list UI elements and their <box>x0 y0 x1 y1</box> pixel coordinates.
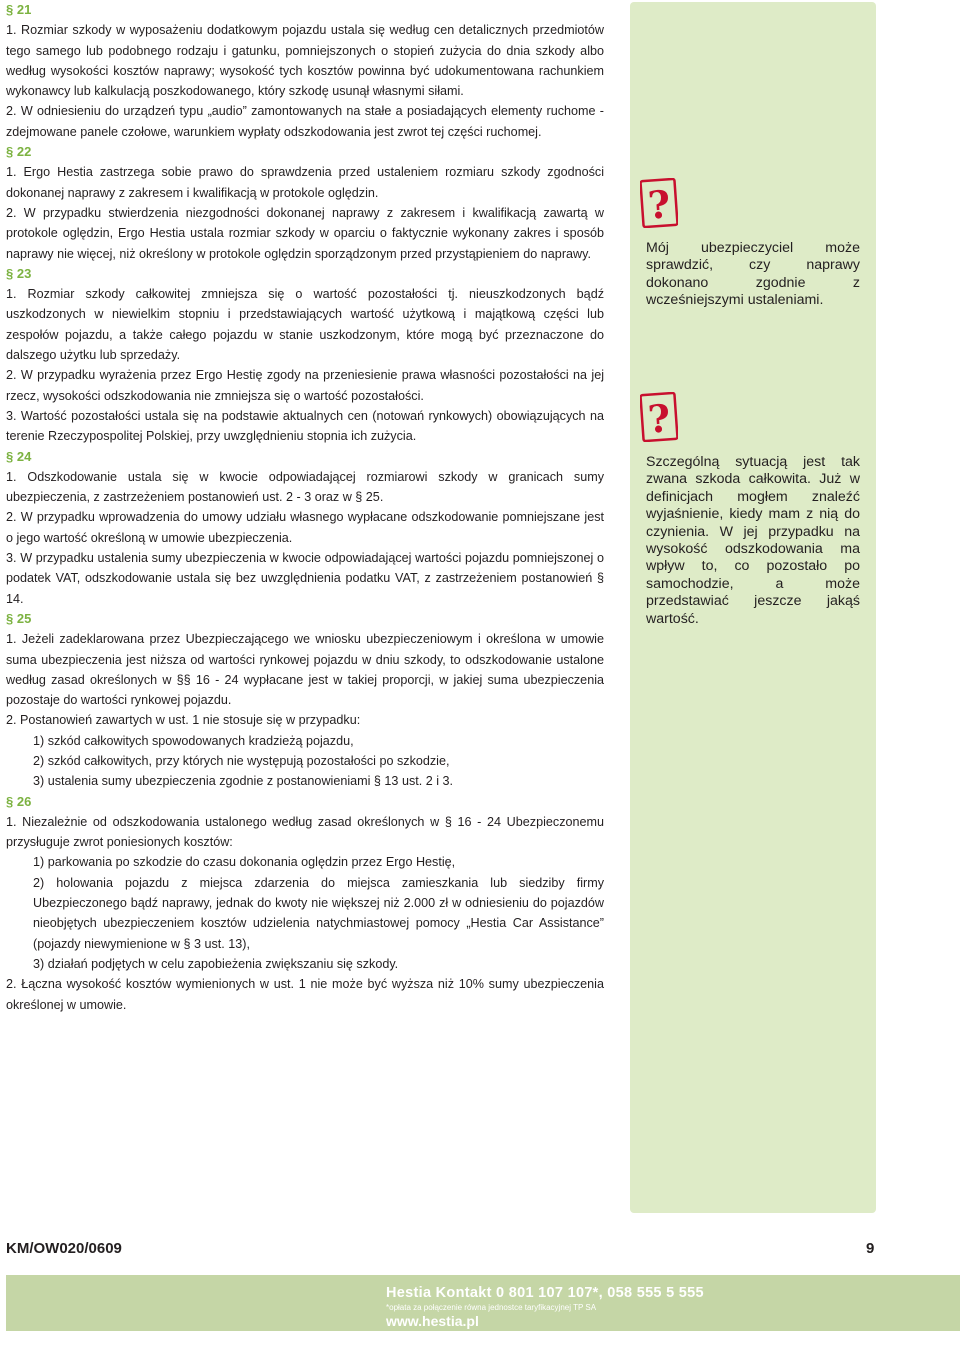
paragraph: 2. W przypadku stwierdzenia niezgodności dokonanej naprawy z zakresem i kwalifikacją zawartą w protokole oględzin, Ergo Hestia ustala rozmiar szkody w oparciu o faktycznie wykonany zakres i sposób naprawy nie więcej, niż określony w protokole oględzin sporządzonym przed przystąpieniem do naprawy. <box>6 205 604 261</box>
list-item: 2) szkód całkowitych, przy których nie występują pozostałości po szkodzie, <box>33 753 450 768</box>
list-item: 1) parkowania po szkodzie do czasu dokonania oględzin przez Ergo Hestię, <box>33 855 456 870</box>
paragraph: 1. Ergo Hestia zastrzega sobie prawo do sprawdzenia przed ustaleniem rozmiaru szkody zgodności dokonanej naprawy z zakresem i kwalifikacją w protokole oględzin. <box>6 165 604 200</box>
list-item: 1) szkód całkowitych spowodowanych kradzieżą pojazdu, <box>33 733 354 748</box>
paragraph: 3. Wartość pozostałości ustala się na podstawie aktualnych cen (notowań rynkowych) obowiązujących na terenie Rzeczypospolitej Polskiej, przy uwzględnieniu stopnia ich zużycia. <box>6 408 604 444</box>
sidebar-note-total-loss: Szczególną sytuacją jest tak zwana szkoda całkowita. Już w definicjach mogłem znaleźć wyjaśnienie, kiedy mam z nią do czynienia. W jej przypadku na wysokość odszkodowania ma wpływ to, co pozostało po samochodzie, a może przedstawiać jeszcze jakąś wartość. <box>646 454 860 627</box>
paragraph: 1. Jeżeli zadeklarowana przez Ubezpieczającego we wniosku ubezpieczeniowym i określona w umowie suma ubezpieczenia jest niższa od wartości rynkowej pojazdu w dniu szkody, to odszkodowanie ustalone według zasad określonych w §§ 16 - 24 wypłacane jest w takiej proporcji, w jakiej suma ubezpieczenia pozostaje do wartości rynkowej pojazdu. <box>6 632 604 708</box>
paragraph: 1. Rozmiar szkody w wyposażeniu dodatkowym pojazdu ustala się według cen detalicznych przedmiotów tego samego lub podobnego rodzaju i gatunku, pomniejszonych o stopień zużycia do dnia szkody albo według wysokości kosztów naprawy; wysokość tych kosztów powinna być udokumentowana rachunkiem wykonawcy lub kalkulacją poszkodowanego, który szkodę usunął własnymi siłami. <box>6 23 604 99</box>
section-heading: § 26 <box>6 793 32 809</box>
section-heading: § 23 <box>6 265 32 281</box>
paragraph: 2. W odniesieniu do urządzeń typu „audio” zamontowanych na stałe a posiadających elementy ruchome - zdejmowane panele czołowe, warunkiem wypłaty odszkodowania jest zwrot tej części ruchomej. <box>6 104 604 139</box>
section-heading: § 21 <box>6 2 32 17</box>
section-heading: § 24 <box>6 448 32 464</box>
question-mark-icon <box>640 392 678 442</box>
website-link[interactable]: www.hestia.pl <box>386 1313 479 1329</box>
section-heading: § 25 <box>6 610 32 626</box>
paragraph: 3. W przypadku ustalenia sumy ubezpieczenia w kwocie odpowiadającej wartości pojazdu pomniejszonej o podatek VAT, odszkodowanie ustala się bez uwzględnienia podatku VAT, z zastrzeżeniem postanowień § 14. <box>6 551 604 606</box>
question-mark-icon <box>640 178 678 228</box>
sidebar-note-repair-check: Mój ubezpieczyciel może sprawdzić, czy naprawy dokonano zgodnie z wcześniejszymi ustaleniami. <box>646 240 860 309</box>
svg-text:?: ? <box>646 181 672 228</box>
page-number: 9 <box>866 1240 875 1257</box>
section-heading: § 22 <box>6 144 32 160</box>
list-item: 3) ustalenia sumy ubezpieczenia zgodnie z postanowieniami § 13 ust. 2 i 3. <box>33 774 454 789</box>
paragraph: 2. Łączna wysokość kosztów wymienionych w ust. 1 nie może być wyższa niż 10% sumy ubezpieczenia określonej w umowie. <box>6 977 604 1012</box>
paragraph: 1. Rozmiar szkody całkowitej zmniejsza się o wartość pozostałości tj. nieuszkodzonych bądź uszkodzonych w niewielkim stopniu i przedstawiających wartość użytkową i majątkową części lub zespołów pojazdu, a także całego pojazdu w stanie uszkodzonym, które mogą być przeznaczone do dalszego użytku lub sprzedaży. <box>6 287 604 363</box>
document-code: KM/OW020/0609 <box>6 1240 122 1257</box>
main-content <box>6 0 604 1015</box>
paragraph: 2. W przypadku wyrażenia przez Ergo Hestię zgody na przeniesienie prawa własności pozostałości na jej rzecz, wysokości odszkodowania nie zmniejsza się o wartość pozostałości. <box>6 368 604 403</box>
paragraph: 2. Postanowień zawartych w ust. 1 nie stosuje się w przypadku: <box>6 713 361 728</box>
list-item: 3) działań podjętych w celu zapobieżenia zwiększaniu się szkody. <box>33 956 399 971</box>
paragraph: 2. W przypadku wprowadzenia do umowy udziału własnego wypłacane odszkodowanie pomniejszane jest o jego wartość określoną w umowie ubezpieczenia. <box>6 510 604 545</box>
paragraph: 1. Odszkodowanie ustala się w kwocie odpowiadającej rozmiarowi szkody w granicach sumy ubezpieczenia, z zastrzeżeniem postanowień ust. 2 - 3 oraz w § 25. <box>6 469 604 505</box>
contact-fee-note: *opłata za połączenie równa jednostce taryfikacyjnej TP SA <box>386 1303 597 1312</box>
svg-text:?: ? <box>646 395 672 442</box>
paragraph: 1. Niezależnie od odszkodowania ustalonego według zasad określonych w § 16 - 24 Ubezpieczonemu przysługuje zwrot poniesionych kosztów: <box>6 814 604 850</box>
list-item: 2) holowania pojazdu z miejsca zdarzenia do miejsca zamieszkania lub siedziby firmy Ubezpieczonego bądź naprawy, jednak do kwoty nie większej niż 2.000 zł w odniesieniu do pojazdów nieobjętych ubezpieczeniem kosztów udzielenia natychmiastowej pomocy „Hestia Car Assistance” (pojazdy niewymienione w § 3 ust. 13), <box>33 875 604 951</box>
sidebar-notes <box>630 2 876 1213</box>
contact-phone: Hestia Kontakt 0 801 107 107*, 058 555 5 555 <box>386 1285 704 1301</box>
footer-contact-bar <box>6 1275 960 1331</box>
